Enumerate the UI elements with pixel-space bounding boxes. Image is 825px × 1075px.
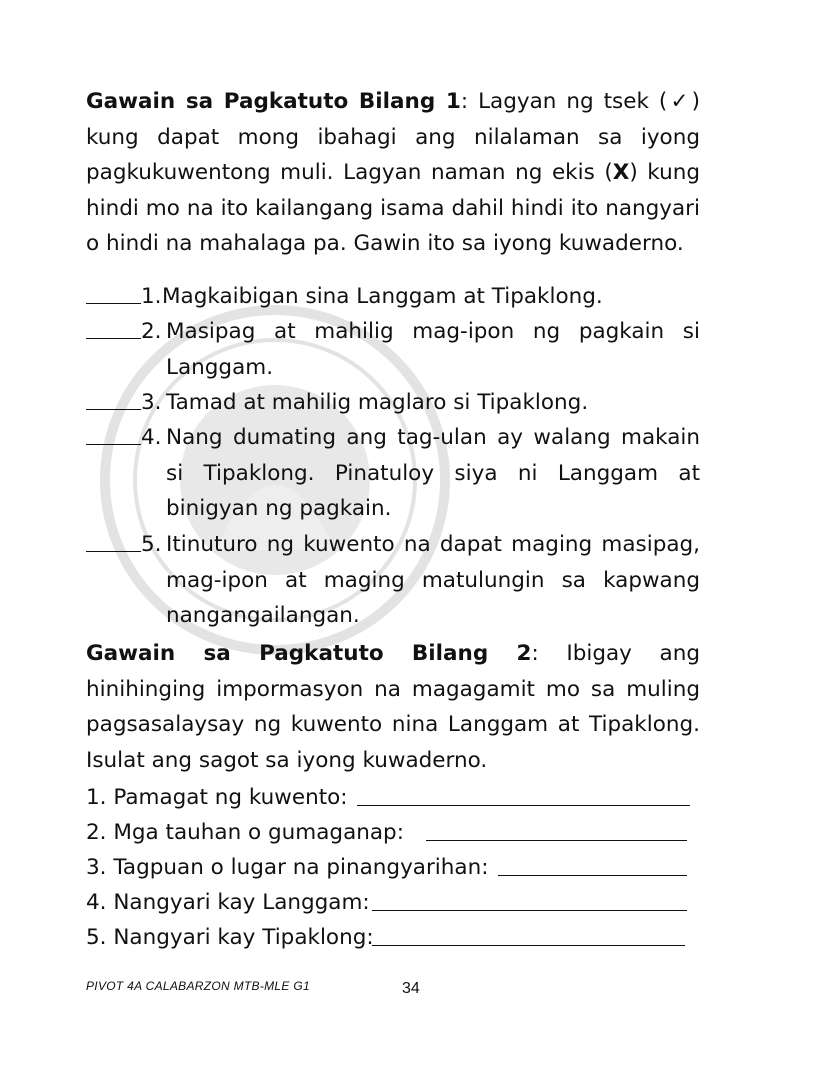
answer-line-2[interactable] xyxy=(426,840,687,841)
activity1-text-c: ) kung hindi mo na ito kailangang isama dahil hindi ito nangyari o hindi na mahalaga pa. Gawin ito sa iyong kuwaderno. xyxy=(86,160,700,256)
activity2-title: Gawain sa Pagkatuto Bilang 2 xyxy=(86,641,532,666)
question-1: 1. Pamagat ng kuwento: xyxy=(86,785,348,810)
item-text: Tamad at mahilig maglaro si Tipaklong. xyxy=(166,390,589,415)
item-number: 5. xyxy=(141,532,162,557)
footer-label: PIVOT 4A CALABARZON MTB-MLE G1 xyxy=(86,979,310,993)
activity1-title: Gawain sa Pagkatuto Bilang 1 xyxy=(86,89,461,114)
item-number: 2. xyxy=(141,319,162,344)
activity1-text-b: ) kung dapat mong ibahagi ang nilalaman sa iyong pagkukuwentong muli. Lagyan naman ng ekis ( xyxy=(86,89,700,185)
question-4: 4. Nangyari kay Langgam: xyxy=(86,890,370,915)
question-2: 2. Mga tauhan o gumaganap: xyxy=(86,820,404,845)
answer-blank[interactable] xyxy=(86,444,141,445)
item-text: Masipag at mahilig mag-ipon ng pagkain si Langgam. xyxy=(166,319,700,380)
check-mark-icon: ✓ xyxy=(667,89,692,114)
answer-line-1[interactable] xyxy=(357,805,690,806)
answer-blank[interactable] xyxy=(86,338,141,339)
item-text: Nang dumating ang tag-ulan ay walang makain si Tipaklong. Pinatuloy siya ni Langgam at binigyan ng pagkain. xyxy=(166,425,700,521)
item-text: Magkaibigan sina Langgam at Tipaklong. xyxy=(162,284,603,309)
activity2-instructions xyxy=(86,636,700,778)
activity1-text-a: : Lagyan ng tsek ( xyxy=(460,89,668,114)
answer-blank[interactable] xyxy=(86,551,141,552)
answer-line-3[interactable] xyxy=(498,875,687,876)
item-number: 1. xyxy=(141,284,162,309)
answer-line-4[interactable] xyxy=(372,910,687,911)
answer-blank[interactable] xyxy=(86,303,141,304)
answer-blank[interactable] xyxy=(86,409,141,410)
item-number: 3. xyxy=(141,390,162,415)
question-5: 5. Nangyari kay Tipaklong: xyxy=(86,925,374,950)
page-number: 34 xyxy=(402,980,420,997)
activity2-text: : Ibigay ang hinihinging impormasyon na magagamit mo sa muling pagsasalaysay ng kuwento nina Langgam at Tipaklong. Isulat ang sagot sa iyong kuwaderno. xyxy=(86,641,700,773)
activity1-instructions xyxy=(86,84,700,262)
answer-line-5[interactable] xyxy=(372,945,685,946)
x-mark-icon: X xyxy=(612,160,630,185)
question-3: 3. Tagpuan o lugar na pinangyarihan: xyxy=(86,855,489,880)
item-text: Itinuturo ng kuwento na dapat maging masipag, mag-ipon at maging matulungin sa kapwang nangangailangan. xyxy=(166,532,700,628)
item-number: 4. xyxy=(141,425,162,450)
